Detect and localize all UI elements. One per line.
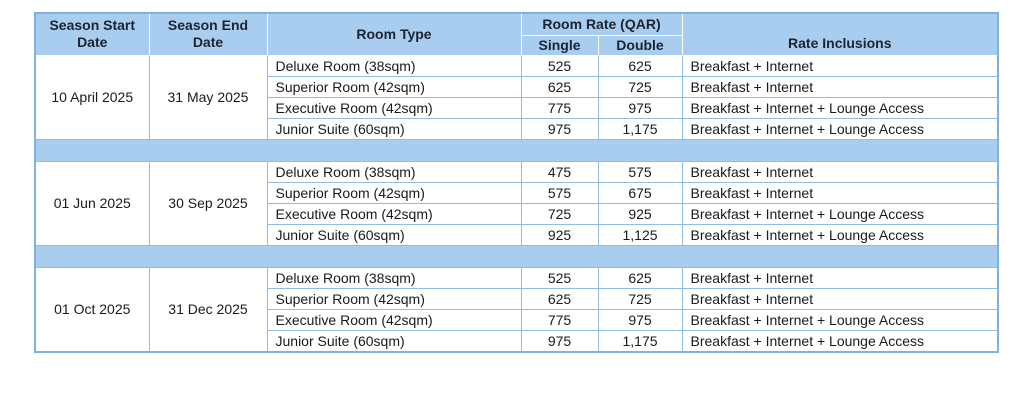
inclusions-cell: Breakfast + Internet + Lounge Access — [682, 330, 998, 352]
room-type-cell: Deluxe Room (38sqm) — [267, 55, 521, 76]
season-end-date: 31 Dec 2025 — [149, 267, 267, 352]
season-start-date: 10 April 2025 — [35, 55, 149, 139]
season-start-header-line2: Date — [77, 34, 108, 51]
double-rate-cell: 1,125 — [598, 224, 682, 245]
season-start-header — [35, 13, 149, 55]
double-rate-cell: 675 — [598, 182, 682, 203]
double-rate-cell: 1,175 — [598, 330, 682, 352]
inclusions-cell: Breakfast + Internet — [682, 55, 998, 76]
room-rate-header: Room Rate (QAR) — [521, 13, 682, 35]
room-type-cell: Executive Room (42sqm) — [267, 203, 521, 224]
season-end-header-line2: Date — [192, 34, 224, 51]
double-rate-cell: 975 — [598, 97, 682, 118]
inclusions-cell: Breakfast + Internet + Lounge Access — [682, 309, 998, 330]
season-separator-cell — [35, 245, 998, 267]
room-type-cell: Superior Room (42sqm) — [267, 76, 521, 97]
double-rate-cell: 725 — [598, 288, 682, 309]
room-type-cell: Superior Room (42sqm) — [267, 288, 521, 309]
single-rate-cell: 925 — [521, 224, 598, 245]
single-rate-cell: 775 — [521, 97, 598, 118]
room-type-cell: Junior Suite (60sqm) — [267, 118, 521, 139]
single-rate-cell: 525 — [521, 267, 598, 288]
inclusions-cell: Breakfast + Internet — [682, 161, 998, 182]
season-separator-cell — [35, 139, 998, 161]
double-rate-cell: 625 — [598, 267, 682, 288]
table-row — [35, 161, 998, 182]
season-3-block — [35, 267, 998, 352]
room-type-cell: Junior Suite (60sqm) — [267, 224, 521, 245]
inclusions-cell: Breakfast + Internet — [682, 182, 998, 203]
season-separator — [35, 139, 998, 161]
single-rate-cell: 775 — [521, 309, 598, 330]
inclusions-cell: Breakfast + Internet + Lounge Access — [682, 203, 998, 224]
single-rate-cell: 475 — [521, 161, 598, 182]
season-end-header-line1: Season End — [167, 17, 249, 34]
room-type-cell: Superior Room (42sqm) — [267, 182, 521, 203]
inclusions-cell: Breakfast + Internet — [682, 76, 998, 97]
season-start-header-line1: Season Start — [49, 17, 136, 34]
single-rate-cell: 525 — [521, 55, 598, 76]
header-row-top — [35, 13, 998, 35]
inclusions-cell: Breakfast + Internet + Lounge Access — [682, 118, 998, 139]
room-type-cell: Junior Suite (60sqm) — [267, 330, 521, 352]
double-rate-cell: 1,175 — [598, 118, 682, 139]
inclusions-cell: Breakfast + Internet + Lounge Access — [682, 97, 998, 118]
season-2-block — [35, 161, 998, 267]
table-row — [35, 267, 998, 288]
single-rate-cell: 975 — [521, 330, 598, 352]
season-separator — [35, 245, 998, 267]
double-rate-cell: 925 — [598, 203, 682, 224]
inclusions-cell: Breakfast + Internet — [682, 288, 998, 309]
season-start-date: 01 Oct 2025 — [35, 267, 149, 352]
rate-inclusions-header: Rate Inclusions — [682, 13, 998, 55]
season-end-date: 31 May 2025 — [149, 55, 267, 139]
season-end-header — [149, 13, 267, 55]
table-row — [35, 55, 998, 76]
room-type-cell: Executive Room (42sqm) — [267, 97, 521, 118]
single-rate-cell: 975 — [521, 118, 598, 139]
single-rate-cell: 575 — [521, 182, 598, 203]
inclusions-cell: Breakfast + Internet + Lounge Access — [682, 224, 998, 245]
room-type-cell: Deluxe Room (38sqm) — [267, 267, 521, 288]
room-type-cell: Executive Room (42sqm) — [267, 309, 521, 330]
double-rate-header: Double — [598, 35, 682, 55]
single-rate-cell: 725 — [521, 203, 598, 224]
single-rate-cell: 625 — [521, 76, 598, 97]
room-type-cell: Deluxe Room (38sqm) — [267, 161, 521, 182]
season-1-block — [35, 55, 998, 161]
double-rate-cell: 625 — [598, 55, 682, 76]
room-rate-table — [34, 12, 999, 353]
room-type-header: Room Type — [267, 13, 521, 55]
single-rate-header: Single — [521, 35, 598, 55]
season-start-date: 01 Jun 2025 — [35, 161, 149, 245]
inclusions-cell: Breakfast + Internet — [682, 267, 998, 288]
single-rate-cell: 625 — [521, 288, 598, 309]
double-rate-cell: 975 — [598, 309, 682, 330]
double-rate-cell: 575 — [598, 161, 682, 182]
season-end-date: 30 Sep 2025 — [149, 161, 267, 245]
double-rate-cell: 725 — [598, 76, 682, 97]
